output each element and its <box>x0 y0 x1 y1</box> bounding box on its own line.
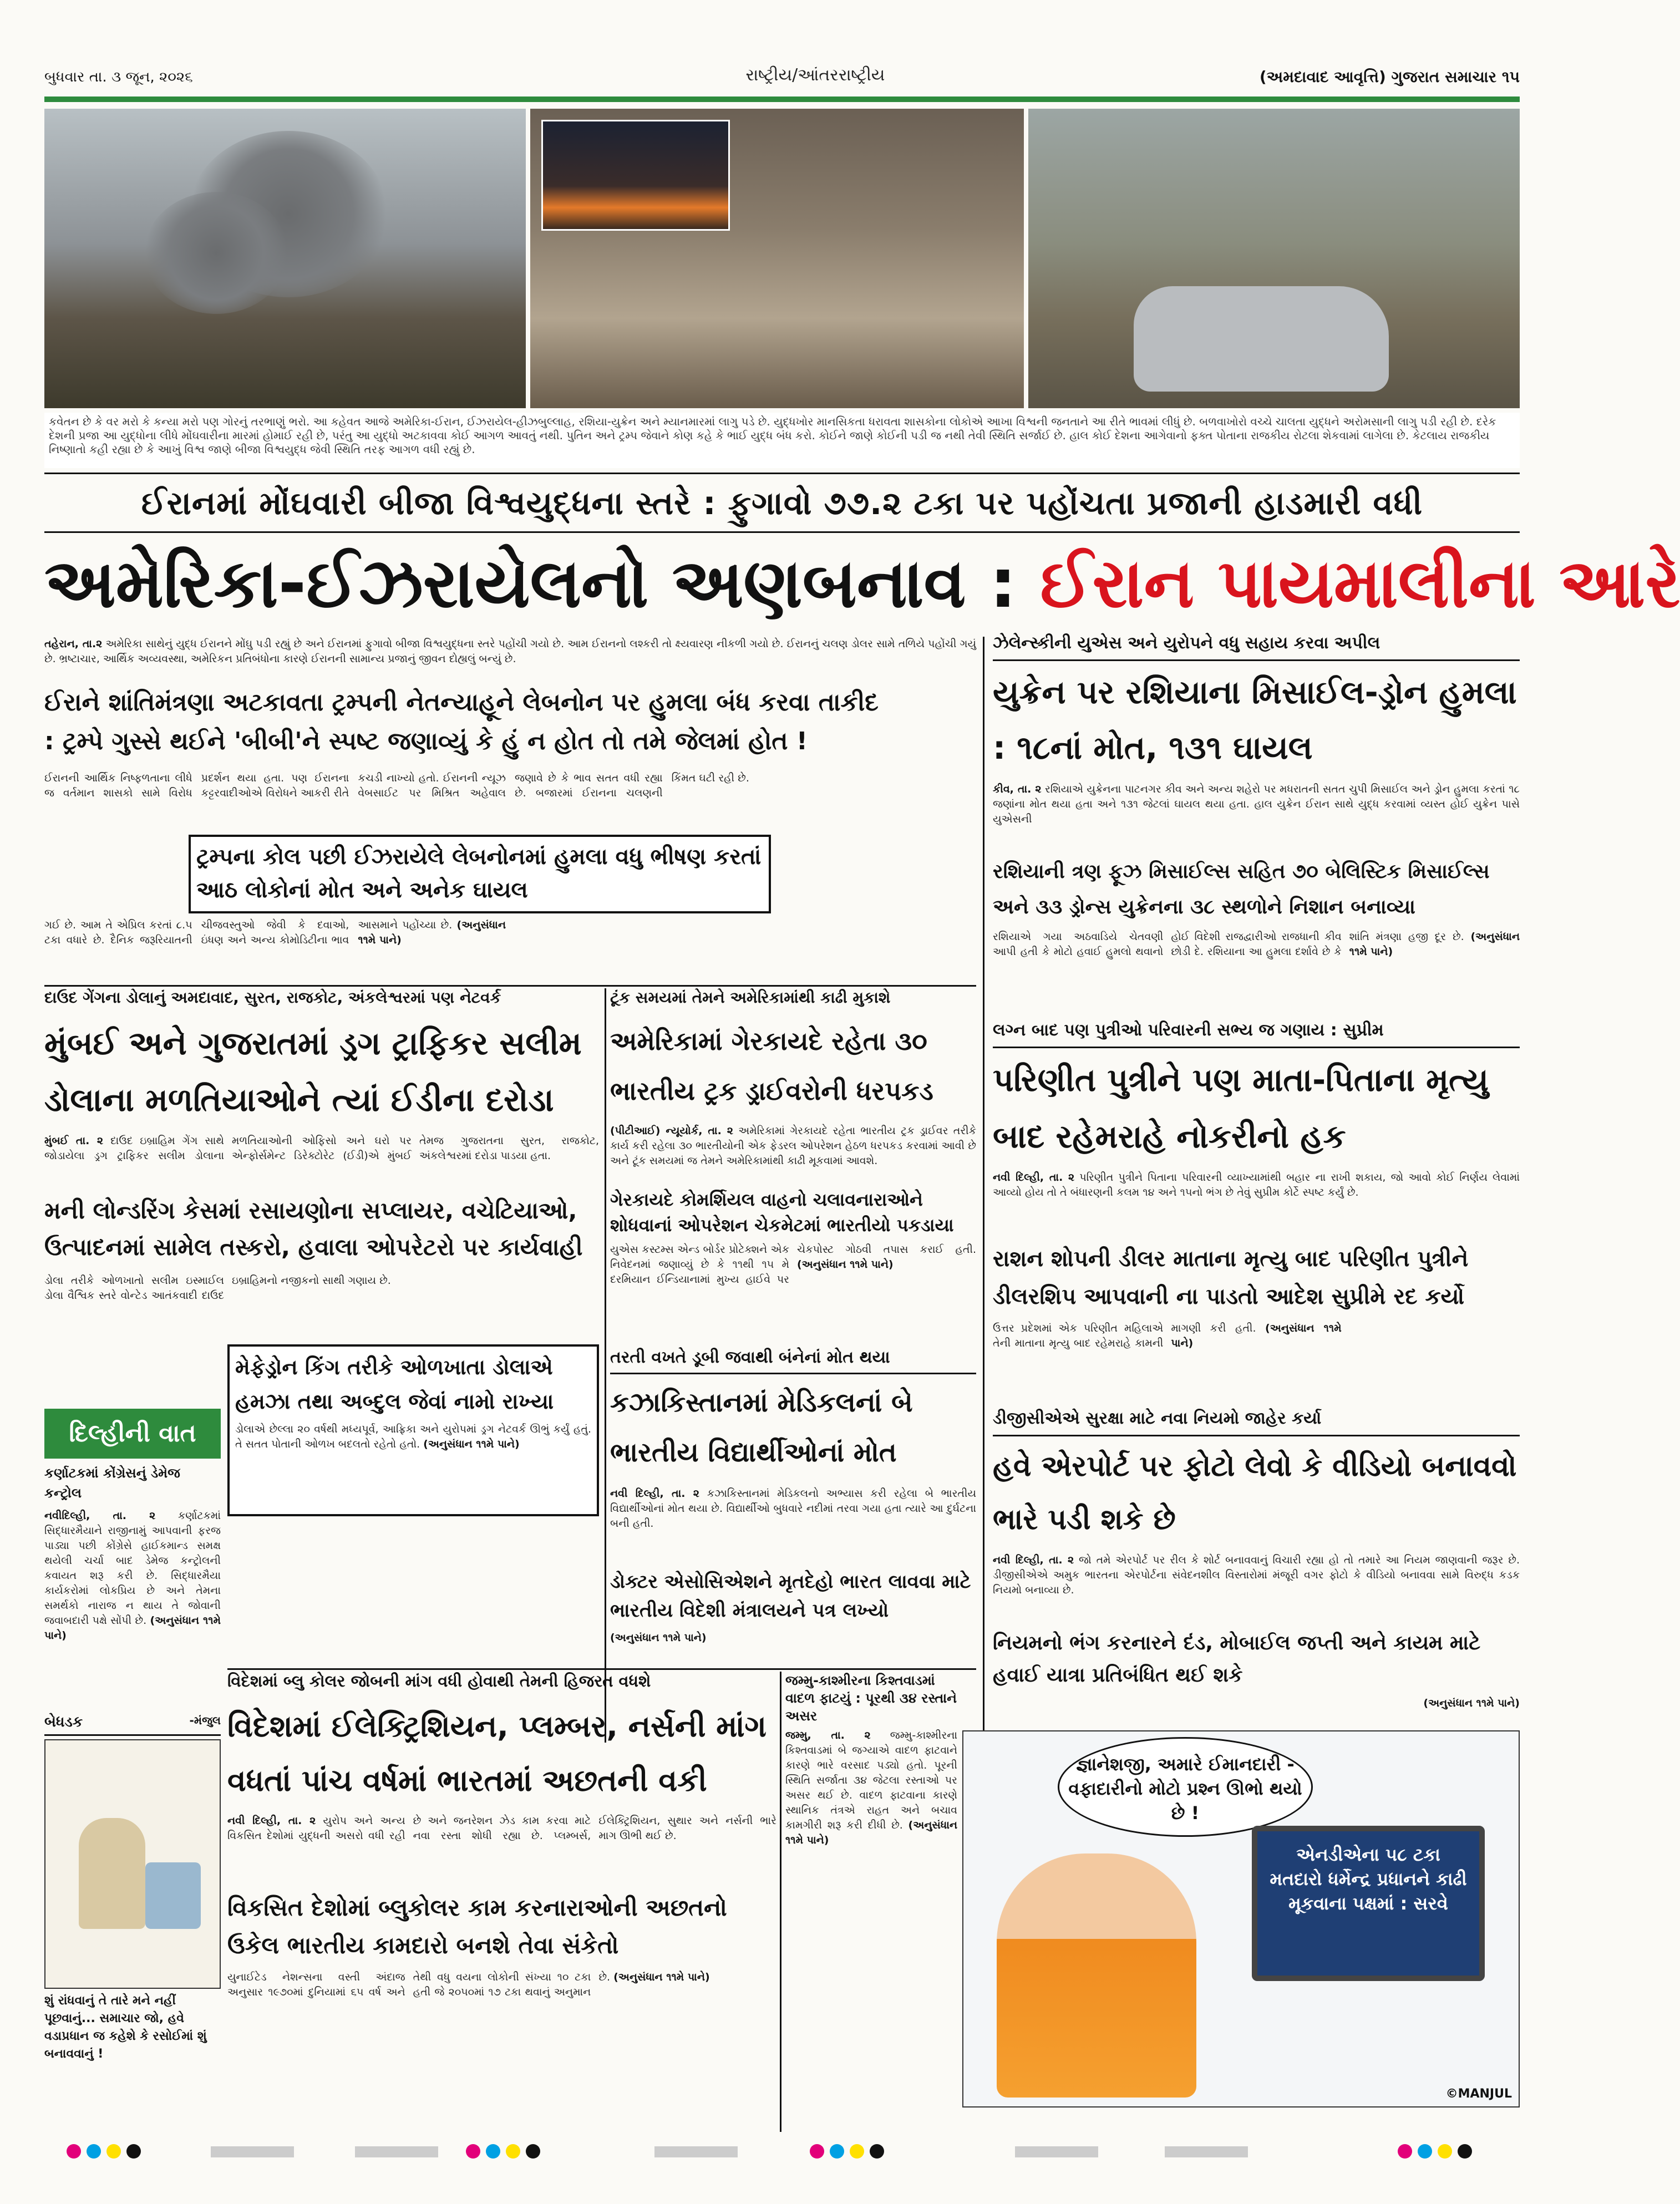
cartoon-right-signature: ©MANJUL <box>1445 2087 1512 2101</box>
reg-dot-cyan <box>830 2144 844 2159</box>
dgca-kicker: ડીજીસીએએ સુરક્ષા માટે નવા નિયમો જાહેર કર્યા <box>993 1409 1520 1436</box>
ukraine-kicker: ઝેલેન્સ્કીની યુએસ અને યુરોપને વધુ સહાય કરવા અપીલ <box>993 633 1520 661</box>
gray-block <box>1015 2146 1098 2157</box>
drug-box-headline: મેફેડ્રોન કિંગ તરીકે ઓળખાતા ડોલાએ હમઝા તથા અબ્દુલ જેવાં નામો રાખ્યા <box>235 1355 554 1414</box>
cartoon-left-illustration <box>44 1739 221 1989</box>
reg-dot-black <box>126 2144 141 2159</box>
truck-subheadline: ગેરકાયદે કોમર્શિયલ વાહનો ચલાવનારાઓને શોધવાનાં ઓપરેશન ચેકમેટમાં ભારતીયો પકડાયા <box>610 1189 954 1236</box>
kazakh-headline: કઝાકિસ્તાનમાં મેડિકલનાં બે ભારતીય વિદ્યાર્થીઓનાં મોત <box>610 1387 913 1468</box>
drug-box-text: ડોલાએ છેલ્લા ૨૦ વર્ષથી મધ્યપૂર્વ, આફ્રિકા અને યુરોપમાં ડ્રગ નેટવર્ક ઊભું કર્યું હતું. તે સતત પોતાની ઓળખ બદલતો રહેતો હતો. <box>235 1423 591 1450</box>
jk-kicker: જમ્મુ-કાશ્મીરના કિશ્તવાડમાં વાદળ ફાટયું : પૂરથી ૩૪ રસ્તાને અસર <box>785 1673 957 1724</box>
gray-block <box>654 2146 738 2157</box>
truck-headline: અમેરિકામાં ગેરકાયદે રહેતા ૩૦ ભારતીય ટ્રક ડ્રાઈવરોની ધરપકડ <box>610 1026 933 1106</box>
ukraine-headline: યુક્રેન પર રશિયાના મિસાઈલ-ડ્રોન હુમલા : ૧૮નાં મોત, ૧૩૧ ઘાયલ <box>993 673 1517 766</box>
truck-body <box>610 1124 976 1185</box>
gray-block <box>355 2146 438 2157</box>
trump-story-headline <box>44 683 976 772</box>
jk-dateline: જમ્મુ, તા. ૨ <box>785 1729 871 1741</box>
edition-and-page: (અમદાવાદ આવૃત્તિ) ગુજરાત સમાચાર ૧૫ <box>1259 68 1520 86</box>
dgca-headline: હવે એરપોર્ટ પર ફોટો લેવો કે વીડિયો બનાવવો ભારે પડી શકે છે <box>993 1450 1517 1536</box>
supreme-dateline: નવી દિલ્હી, તા. ૨ <box>993 1171 1075 1184</box>
jobs-sub-text: યુનાઈટેડ નેશન્સના વસ્તી અંદાજ અનુસાર ૧૯૭૦માં દુનિયામાં ૬૫ વર્ષ અને તેથી વધુ વયના લોકોની સંખ્યા ૧૦ ટકા હતી જે ૨૦૫૦માં ૧૭ ટકા થવાનું અનુમાન છે. <box>227 1971 611 1998</box>
dilli-body <box>44 1509 221 1708</box>
section-title: રાષ્ટ્રીય/આંતરરાષ્ટ્રીય <box>745 65 885 85</box>
cartoon-right-tv: એનડીએના ૫૮ ટકા મતદારો ધર્મેન્દ્ર પ્રધાનને કાઢી મૂકવાના પક્ષમાં : સરવે <box>1252 1826 1485 1981</box>
supreme-text: પરિણીત પુત્રીને પિતાના પરિવારની વ્યાખ્યામાંથી બહાર ના રાખી શકાય, જો આવો કોઈ નિર્ણય લેવામાં આવ્યો હોય તો તે બંધારણની કલમ ૧૪ અને ૧૫નો ભંગ છે તેવું સુપ્રીમ કોર્ટે સ્પષ્ટ કર્યું છે. <box>993 1171 1520 1199</box>
reg-dot-magenta <box>466 2144 480 2159</box>
kicker-headline: ઈરાનમાં મોંઘવારી બીજા વિશ્વયુદ્ધના સ્તરે : ફુગાવો ૭૭.૨ ટકા પર પહોંચતા પ્રજાની હાડમારી વધી <box>141 484 1423 522</box>
kazakh-subheadline: ડોક્ટર એસોસિએશને મૃતદેહો ભારત લાવવા માટે ભારતીય વિદેશી મંત્રાલયને પત્ર લખ્યો <box>610 1571 971 1622</box>
cartoon-right-bubble: જ્ઞાનેશજી, અમારે ઈમાનદારી - વફાદારીનો મોટો પ્રશ્ન ઊભો થયો છે ! <box>1058 1737 1313 1837</box>
reg-dot-yellow <box>850 2144 864 2159</box>
kazakh-body <box>610 1486 976 1564</box>
cartoon-left-title: બેધડક <box>44 1714 83 1730</box>
ukraine-text: રશિયાએ યુક્રેનના પાટનગર કીવ અને અન્ય શહેરો પર મધરાતની સતત ચુપી મિસાઈલ અને ડ્રોન હુમલા કરતાં ૧૮ જણાંના મોત થયા હતા અને ૧૩૧ જેટલાં ઘાયલ થયા હતા. હાલ યુક્રેન ઈરાન સાથે યુદ્ધ કરવામાં વ્યસ્ત હોઈ યુક્રેન પાસે યુએસની <box>993 783 1520 825</box>
reg-dot-cyan <box>486 2144 500 2159</box>
reg-dot-yellow <box>506 2144 520 2159</box>
rule <box>227 1668 976 1670</box>
ukraine-body <box>993 782 1520 853</box>
dgca-dateline: નવી દિલ્હી, તા. ૨ <box>993 1554 1074 1566</box>
drug-subheadline: મની લોન્ડરિંગ કેસમાં રસાયણોના સપ્લાયર, વચેટિયાઓ, ઉત્પાદનમાં સામેલ તસ્કરો, હવાલા ઓપરેટરો પર કાર્યવાહી <box>44 1197 583 1261</box>
trump-sub-body <box>44 918 976 979</box>
kazakh-kicker: તરતી વખતે ડૂબી જવાથી બંનેનાં મોત થયા <box>610 1348 976 1374</box>
jobs-text: યુરોપ અને અન્ય વિકસિત દેશોમાં યુદ્ધની અસરો વધી રહી છે અને જનરેશન ઝેડ કામ કરવા માટે નવા રસ્તા શોધી રહ્યા છે. પ્લમ્બર્સ, ઈલેક્ટ્રિશિયન, સુથાર અને નર્સની ભારે માગ ઊભી થઈ છે. <box>227 1815 776 1842</box>
trump-headline-1: ઈરાને શાંતિમંત્રણા અટકાવતા ટ્રમ્પની નેતન્યાહૂને લેબનોન પર હુમલા બંધ કરવા તાકીદ <box>44 688 879 717</box>
rule <box>44 985 976 987</box>
dilli-dateline: નવીદિલ્હી, તા. ૨ <box>44 1510 156 1522</box>
reg-dot-black <box>870 2144 884 2159</box>
jobs-jump: (અનુસંધાન ૧૧મે પાને) <box>613 1971 710 1983</box>
dgca-subheadline: નિયમનો ભંગ કરનારને દંડ, મોબાઈલ જપ્તી અને કાયમ માટે હવાઈ યાત્રા પ્રતિબંધિત થઈ શકે <box>993 1632 1481 1687</box>
jk-text: જમ્મુ-કાશ્મીરના કિશ્તવાડમાં બે જગ્યાએ વાદળ ફાટવાને કારણે ભારે વરસાદ પડ્યો હતો. પૂરની સ્થિતિ સર્જાતા ૩૪ જેટલા રસ્તાઓ પર અસર થઈ છે. વાદળ ફાટવાના કારણે સ્થાનિક તંત્રએ રાહત અને બચાવ કામગીરી શરૂ કરી દીધી છે. <box>785 1729 957 1831</box>
jobs-dateline: નવી દિલ્હી, તા. ૨ <box>227 1815 316 1827</box>
rule <box>44 531 1520 533</box>
kazakh-dateline: નવી દિલ્હી, તા. ૨ <box>610 1487 699 1500</box>
drug-box <box>227 1344 599 1516</box>
photo-caption: કવેતન છે કે વર મરો કે કન્યા મરો પણ ગોરનું તરભાણું ભરો. આ કહેવત આજે અમેરિકા-ઈરાન, ઈઝરાયેલ-હીઝબુલ્લાહ, રશિયા-યુક્રેન અને મ્યાનમારમાં લાગુ પડે છે. યુદ્ધખોર માનસિકતા ધરાવતા શાસકોના લોકોએ આખા વિશ્વની જનતાને આ રીતે ભાવમાં લીધું છે. બળવાખોરો વચ્ચે ચાલતા યુદ્ધને અરોમસાની લાગુ પડી રહી છે. દરેક દેશની પ્રજા આ યુદ્ધોના લીધે મોંઘવારીના મારમાં હોમાઈ રહી છે, પરંતુ આ યુદ્ધો અટકાવવા કોઈ આગળ આવતું નથી. પુતિન અને ટ્રમ્પ જેવાને કોણ કહે કે ભાઈ યુદ્ધ બંધ કરો. કોઈને જાણે કોઈની પડી જ નથી તેવી સ્થિતિ સર્જાઈ છે. હાલ કોઈ દેશના આગેવાનો ફક્ત પોતાના રાજકીય રોટલા શેકવામાં લાગેલા છે. કેટલાય રાજકીય નિષ્ણાતો કહી રહ્યા છે કે આખું વિશ્વ જાણે બીજા વિશ્વયુદ્ધ જેવી સ્થિતિ તરફ આગળ વધી રહ્યું છે. <box>44 413 1520 468</box>
column-rule <box>983 637 984 1829</box>
jobs-body <box>227 1814 776 1886</box>
supreme-headline: પરિણીત પુત્રીને પણ માતા-પિતાના મૃત્યુ બાદ રહેમરાહે નોકરીનો હક <box>993 1061 1489 1155</box>
banner-headline <box>44 535 1680 632</box>
ukraine-dateline: કીવ, તા. ૨ <box>993 783 1042 795</box>
column-rule <box>780 1672 781 2132</box>
reg-dot-black <box>1458 2144 1472 2159</box>
supreme-body <box>993 1170 1520 1237</box>
jobs-sub-body <box>227 1970 776 2131</box>
photo-inset-night-fire <box>541 120 730 231</box>
lead-story <box>44 637 976 681</box>
reg-dot-yellow <box>1438 2144 1452 2159</box>
supreme-subheadline: રાશન શોપની ડીલર માતાના મૃત્યુ બાદ પરિણીત પુત્રીને ડીલરશિપ આપવાની ના પાડતો આદેશ સુપ્રીમે રદ કર્યો <box>993 1246 1469 1309</box>
truck-kicker: ટૂંક સમયમાં તેમને અમેરિકામાંથી કાઢી મુકાશે <box>610 988 891 1007</box>
drug-jump: (અનુસંધાન ૧૧મે પાને) <box>423 1438 520 1450</box>
lead-dateline: તહેરાન, તા.૨ <box>44 638 103 650</box>
truck-dateline: (પીટીઆઈ) ન્યૂયોર્ક, તા. ૨ <box>610 1125 733 1137</box>
ukraine-jump: (અનુસંધાન ૧૧મે પાને) <box>1349 931 1520 958</box>
reg-dot-black <box>526 2144 540 2159</box>
photo-damaged-car <box>1028 109 1520 408</box>
supreme-jump: (અનુસંધાન ૧૧મે પાને) <box>1171 1322 1342 1349</box>
registration-marks <box>44 2141 1520 2163</box>
cartoon-right <box>962 1730 1520 2107</box>
reg-dot-yellow <box>106 2144 121 2159</box>
dgca-body <box>993 1553 1520 1625</box>
cartoon-right-figure <box>997 1853 1196 2098</box>
banner-red: ઈરાન પાયમાલીના આરે <box>1040 544 1680 623</box>
column-rule <box>605 988 606 1743</box>
gray-block <box>1165 2146 1248 2157</box>
dgca-jump: (અનુસંધાન ૧૧મે પાને) <box>1423 1697 1520 1709</box>
trump-sub-text: ગઈ છે. આમ તે એપ્રિલ કરતાં ૮.૫ ટકા વધારે છે. દૈનિક જરૂરિયાતની ચીજવસ્તુઓ જેવી કે દવાઓ, ઇંધણ અને અન્ય કોમોડિટીના ભાવ આસમાને પહોંચ્યા છે. <box>44 919 453 946</box>
drug-box-body <box>235 1422 591 1452</box>
ukraine-sub-text: રશિયાએ ગયા અઠવાડિયે ચેતવણી આપી હતી કે મોટો હવાઈ હુમલો થવાનો હોઈ વિદેશી રાજદ્વારીઓ રાજધાની કીવ છોડી દે. રશિયાના આ હુમલા દર્શાવે છે કે શાંતિ મંત્રણા હજી દૂર છે. <box>993 931 1464 958</box>
cartoon-left-caption: શું રાંધવાનું તે તારે મને નહીં પૂછવાનું... સમાચાર જો, હવે વડાપ્રધાન જ કહેશે કે રસોઈમાં શું બનાવવાનું ! <box>44 1994 207 2061</box>
drug-sub-body: ડોલા તરીકે ઓળખાતો સલીમ ઇસ્માઈલ ડોલા વૈશ્વિક સ્તરે વોન્ટેડ આતંકવાદી દાઉદ ઇબ્રાહિમનો નજીકનો સાથી ગણાય છે. <box>44 1274 391 1302</box>
dilli-ni-vaat-label: દિલ્હીની વાત <box>44 1409 221 1459</box>
gray-block <box>211 2146 294 2157</box>
dilli-jump: (અનુસંધાન ૧૧મે પાને) <box>44 1614 221 1642</box>
trump-jump: (અનુસંધાન ૧૧મે પાને) <box>358 919 506 946</box>
jk-jump: (અનુસંધાન ૧૧મે પાને) <box>785 1819 957 1846</box>
trump-body: ઈરાનની આર્થિક નિષ્ફળતાના લીધે જ વર્તમાન શાસકો સામે વિરોધ પ્રદર્શન થયા હતા. પણ ઈરાનના કટ્ટરવાદીઓએ વિરોધને આકરી રીતે કચડી નાખ્યો હતો. ઈરાનની ન્યૂઝ વેબસાઈટ પર મિશ્રિત અહેવાલ જણાવે છે કે ભાવ સતત વધી રહ્યા છે. બજારમાં ઈરાનના ચલણની કિંમત ઘટી રહી છે. <box>44 772 749 799</box>
truck-sub-body <box>610 1242 976 1331</box>
drug-kicker: દાઉદ ગેંગના ડોલાનું અમદાવાદ, સુરત, રાજકોટ, અંકલેશ્વરમાં પણ નેટવર્ક <box>44 988 501 1007</box>
truck-text: અમેરિકામાં ગેરકાયદે રહેતા ભારતીય ટ્રક ડ્રાઈવર તરીકે કાર્ય કરી રહેલા ૩૦ ભારતીયોની એક ફેડરલ ઓપરેશન હેઠળ ધરપકડ કરવામાં આવી છે અને ટૂંક સમયમાં જ તેમને અમેરિકામાંથી કાઢી મૂકવામાં આવશે. <box>610 1125 977 1167</box>
drug-text: દાઉદ ઇબ્રાહિમ ગેંગ સાથે જોડાયેલા ડ્રગ ટ્રાફિકર સલીમ ડોલાના મળતિયાઓની ઓફિસો અને ઘરો પર એન્ફોર્સમેન્ટ ડિરેક્ટોરેટ (ઈડી)એ મુંબઈ તેમજ ગુજરાતના સુરત, રાજકોટ, અંકલેશ્વરમાં દરોડા પાડયા હતા. <box>44 1135 599 1162</box>
photo-smoke-city <box>44 109 526 408</box>
drug-dateline: મુંબઈ તા. ૨ <box>44 1135 104 1147</box>
reg-dot-cyan <box>87 2144 101 2159</box>
supreme-sub-body <box>993 1321 1520 1404</box>
reg-dot-magenta <box>1398 2144 1412 2159</box>
jobs-subheadline: વિકસિત દેશોમાં બ્લુકોલર કામ કરનારાઓની અછતનો ઉકેલ ભારતીય કામદારો બનશે તેવા સંકેતો <box>227 1894 727 1959</box>
trump-subheadline: ટ્રમ્પના કોલ પછી ઈઝરાયેલે લેબનોનમાં હુમલા વધુ ભીષણ કરતાં આઠ લોકોનાં મોત અને અનેક ઘાયલ <box>196 844 762 903</box>
banner-black: અમેરિકા-ઈઝરાયેલનો અણબનાવ : <box>44 544 1041 623</box>
issue-date: બુધવાર તા. ૩ જૂન, ૨૦૨૬ <box>44 69 193 85</box>
rule <box>44 473 1520 474</box>
drug-body <box>44 1134 599 1189</box>
cartoon-left-header <box>44 1714 221 1736</box>
dilli-headline: કર્ણાટકમાં કોંગ્રેસનું ડેમેજ કન્ટ્રોલ <box>44 1465 180 1501</box>
photo-destroyed-building <box>530 109 1024 408</box>
truck-jump: (અનુસંધાન ૧૧મે પાને) <box>797 1258 894 1271</box>
jobs-kicker: વિદેશમાં બ્લુ કોલર જોબની માંગ વધી હોવાથી તેમની હિજરત વધશે <box>227 1672 651 1690</box>
ukraine-subheadline: રશિયાની ત્રણ ફૂઝ મિસાઈલ્સ સહિત ૭૦ બેલિસ્ટિક મિસાઈલ્સ અને ૩૩ ડ્રોન્સ યુક્રેનના ૩૮ સ્થળોને નિશાન બનાવ્યા <box>993 860 1490 918</box>
lead-body: અમેરિકા સાથેનું યુદ્ધ ઈરાનને મોંઘુ પડી રહ્યું છે અને ઈરાનમાં ફુગાવો બીજા વિશ્વયુદ્ધના સ્તરે પહોંચી ગયો છે. આમ ઈરાનનો લશ્કરી તો ક્ષ્યવારણ નીકળી ગયો છે. ઈરાનનું ચલણ ડોલર સામે તળિયે પહોંચી ગયું છે. ભ્રષ્ટાચાર, આર્થિક અવ્યવસ્થા, અમેરિકન પ્રતિબંધોના કારણે ઈરાનની સામાન્ય પ્રજાનું જીવન દોહ્યલું બન્યું છે. <box>44 638 977 665</box>
dgca-text: જો તમે એરપોર્ટ પર રીલ કે શોર્ટ બનાવવાનું વિચારી રહ્યા હો તો તમારે આ નિયમ જાણવાની જરૂર છે. ડીજીસીએએ અમુક ભારતના એરપોર્ટના સંવેદનશીલ વિસ્તારોમાં મંજૂરી વગર ફોટો કે વીડિયો બનાવવા સામે વિરુદ્ધ કડક નિયમો બનાવ્યા છે. <box>993 1554 1520 1596</box>
reg-dot-magenta <box>67 2144 81 2159</box>
drug-headline: મુંબઈ અને ગુજરાતમાં ડ્રગ ટ્રાફિકર સલીમ ડોલાના મળતિયાઓને ત્યાં ઈડીના દરોડા <box>44 1024 582 1119</box>
cartoon-left-artist: -મંજુલ <box>189 1714 221 1727</box>
kazakh-text: કઝાકિસ્તાનમાં મેડિકલનો અભ્યાસ કરી રહેલા બે ભારતીય વિદ્યાર્થીઓનાં મોત થયા છે. વિદ્યાર્થીઓ બુધવારે નદીમાં તરવા ગયા હતા ત્યારે આ દુર્ઘટના બની હતી. <box>610 1487 977 1530</box>
ukraine-sub-body <box>993 930 1520 1013</box>
jk-body <box>785 1728 957 2127</box>
reg-dot-cyan <box>1418 2144 1432 2159</box>
reg-dot-magenta <box>810 2144 824 2159</box>
trump-subheadline-box <box>189 835 771 913</box>
masthead <box>44 65 1520 91</box>
kazakh-jump: (અનુસંધાન ૧૧મે પાને) <box>610 1632 707 1644</box>
supreme-sub-text: ઉત્તર પ્રદેશમાં એક પરિણીત મહિલાએ તેની માતાના મૃત્યુ બાદ રહેમરાહે કામની માગણી કરી હતી. <box>993 1322 1256 1349</box>
dilli-text: કર્ણાટકમાં સિદ્ધારમૈયાને રાજીનામું આપવાની ફરજ પાડ્યા પછી કોંગ્રેસે હાઈકમાન્ડ સમક્ષ થયેલી ચર્ચા બાદ ડેમેજ કન્ટ્રોલની કવાયત શરૂ કરી છે. સિદ્ધારમૈયા કાર્યકરોમાં લોકપ્રિય છે અને તેમના સમર્થકો નારાજ ન થાય તે જોવાની જવાબદારી પક્ષે સોંપી છે. <box>44 1510 221 1627</box>
trump-headline-2: : ટ્રમ્પે ગુસ્સે થઈને 'બીબી'ને સ્પષ્ટ જણાવ્યું કે હું ન હોત તો તમે જેલમાં હોત ! <box>44 727 808 755</box>
masthead-rule <box>44 97 1520 102</box>
jobs-headline: વિદેશમાં ઈલેક્ટ્રિશિયન, પ્લમ્બર, નર્સની માંગ વધતાં પાંચ વર્ષમાં ભારતમાં અછતની વકી <box>227 1709 767 1798</box>
truck-sub-text: યુએસ કસ્ટમ્સ એન્ડ બોર્ડર પ્રોટેક્શને એક નિવેદનમાં જણાવ્યું છે કે ૧૧થી ૧૫ મે દરમિયાન ઈન્ડિયાનામાં મુખ્ય હાઈવે પર ચેકપોસ્ટ ગોઠવી તપાસ કરાઈ હતી. <box>610 1243 976 1286</box>
supreme-kicker: લગ્ન બાદ પણ પુત્રીઓ પરિવારની સભ્ય જ ગણાય : સુપ્રીમ <box>993 1020 1520 1048</box>
